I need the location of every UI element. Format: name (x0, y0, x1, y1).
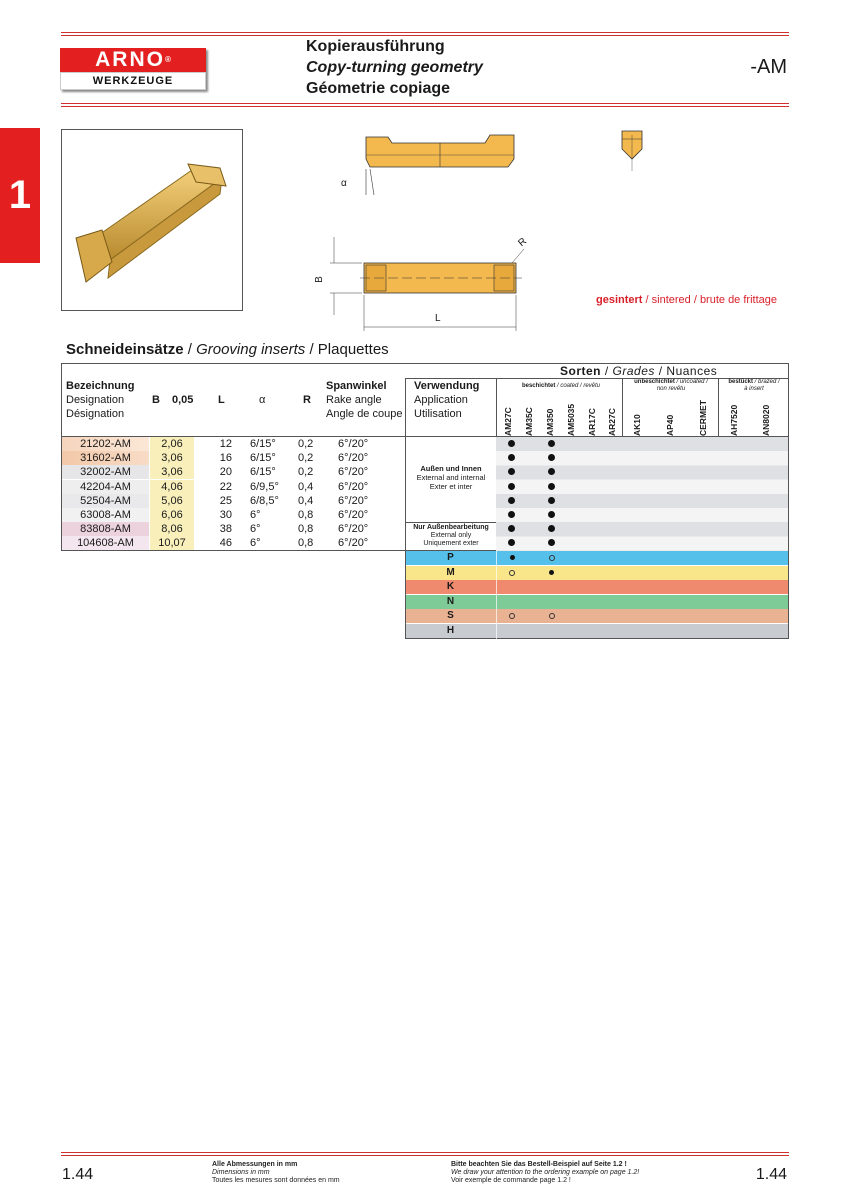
iso-label-s: S (447, 610, 454, 621)
sintered-note (596, 294, 777, 306)
group-uncoated (624, 379, 718, 393)
grade-ap40: AP40 (665, 414, 675, 436)
col-r: R (303, 394, 311, 406)
availability-dot (548, 539, 555, 546)
col-spanwinkel-en: Rake angle (326, 394, 382, 406)
iso-label-m: M (446, 567, 455, 578)
grade-cermet: CERMET (698, 400, 708, 436)
availability-dot (508, 454, 515, 461)
row-code: 52504-AM (62, 494, 149, 508)
iso-label-n: N (446, 596, 455, 607)
group-brazed-rest: / brazed / (753, 379, 780, 385)
grades-shading (496, 437, 788, 551)
iso-row-m (405, 566, 789, 581)
col-l: L (218, 394, 225, 406)
row-b: 10,07 (150, 536, 194, 550)
length-label: L (435, 313, 441, 324)
row-l: 25 (219, 495, 232, 507)
table-row (62, 451, 404, 465)
title-fr: Géometrie copiage (306, 80, 451, 97)
suitability-alt-s2 (549, 613, 555, 619)
chapter-tab (0, 128, 40, 263)
row-l: 20 (219, 466, 232, 478)
table-row (62, 508, 404, 522)
row-l: 30 (219, 509, 232, 521)
group-uncoated-de: unbeschichtet (634, 379, 675, 385)
ordering-note (451, 1161, 639, 1185)
section-title-fr: Plaquettes (317, 341, 389, 358)
availability-dot (508, 468, 515, 475)
row-alpha: 6/15° (250, 466, 276, 478)
availability-dot (548, 454, 555, 461)
col-bezeichnung-en: Designation (66, 394, 125, 406)
page-number-right: 1.44 (755, 1166, 787, 1183)
iso-row-s (405, 609, 789, 624)
app2-fr: Uniquement exter (423, 540, 479, 547)
row-alpha: 6/15° (250, 438, 276, 450)
row-rake: 6°/20° (338, 495, 369, 507)
logo-text: ARNO (95, 48, 165, 71)
row-code: 21202-AM (62, 437, 149, 451)
col-alpha: α (259, 394, 266, 406)
row-rake: 6°/20° (338, 509, 369, 521)
availability-dot (548, 525, 555, 532)
app1-en: External and internal (416, 473, 486, 482)
availability-dot (548, 483, 555, 490)
title-en: Copy-turning geometry (306, 59, 483, 76)
row-code: 104608-AM (62, 536, 149, 550)
grade-an8020: AN8020 (761, 404, 771, 436)
row-r: 0,4 (298, 481, 314, 493)
app2-de: Nur Außenbearbeitung (413, 524, 489, 531)
group-uncoated-rest: / uncoated / (674, 379, 708, 385)
availability-dot (508, 497, 515, 504)
row-l: 38 (219, 523, 232, 535)
group-uncoated-rest2: non revêtu (656, 386, 686, 392)
note-en: We draw your attention to the ordering example on page 1.2! (451, 1169, 640, 1176)
note-de: Bitte beachten Sie das Bestell-Beispiel auf Seite 1.2 ! (451, 1161, 627, 1168)
col-spanwinkel-de: Spanwinkel (326, 380, 387, 392)
row-b: 3,06 (150, 465, 194, 479)
row-alpha: 6° (250, 537, 261, 549)
sintered-de: gesintert (596, 294, 643, 306)
dims-en: Dimensions in mm (212, 1169, 270, 1176)
row-alpha: 6/15° (250, 452, 276, 464)
col-spanwinkel (326, 379, 402, 421)
suitability-alt-s (509, 613, 515, 619)
table-row (62, 437, 404, 451)
row-code: 42204-AM (62, 480, 149, 494)
row-l: 46 (219, 537, 232, 549)
section-title: Schneideinsätze / Grooving inserts / Plaquettes (66, 341, 389, 358)
group-coated-rest: / coated / revêtu (555, 383, 601, 389)
header-rule-top-2 (61, 35, 789, 36)
grade-ah7520: AH7520 (729, 404, 739, 436)
grades-title-fr: Nuances (666, 364, 718, 378)
row-rake: 6°/20° (338, 537, 369, 549)
availability-dot (508, 525, 515, 532)
logo-subtext: WERKZEUGE (60, 72, 206, 90)
geometry-code: -AM (750, 56, 787, 78)
sintered-rest: / sintered / brute de frittage (642, 294, 777, 306)
iso-label-p: P (447, 552, 454, 563)
row-alpha: 6° (250, 509, 261, 521)
row-rake: 6°/20° (338, 481, 369, 493)
row-r: 0,2 (298, 452, 314, 464)
row-rake: 6°/20° (338, 466, 369, 478)
row-b: 6,06 (150, 508, 194, 522)
iso-left-border (405, 551, 406, 639)
app1-fr: Exter et inter (429, 482, 473, 491)
product-photo (61, 129, 243, 311)
dims-de: Alle Abmessungen in mm (212, 1161, 298, 1168)
group-brazed (720, 379, 788, 393)
availability-dot (548, 511, 555, 518)
row-r: 0,2 (298, 466, 314, 478)
app1-de: Außen und Innen (420, 464, 482, 473)
row-r: 0,8 (298, 537, 314, 549)
row-r: 0,8 (298, 523, 314, 535)
header-rule-bottom-2 (61, 106, 789, 107)
row-r: 0,2 (298, 438, 314, 450)
iso-row-n (405, 595, 789, 610)
row-r: 0,8 (298, 509, 314, 521)
row-alpha: 6° (250, 523, 261, 535)
header-rule-bottom (61, 103, 789, 104)
footer-rule (61, 1152, 789, 1153)
group-coated (500, 383, 622, 389)
availability-dot (548, 468, 555, 475)
section-title-en: Grooving inserts (196, 341, 306, 358)
group-brazed-de: bestückt (728, 379, 753, 385)
table-row (62, 522, 404, 536)
col-tolerance: 0,05 (172, 394, 194, 406)
row-alpha: 6/8,5° (250, 495, 279, 507)
grade-ar17c: AR17C (587, 408, 597, 436)
section-title-de: Schneideinsätze (66, 341, 184, 358)
dims-fr: Toutes les mesures sont données en mm (212, 1177, 340, 1184)
technical-drawing (300, 125, 790, 340)
iso-row-p (405, 551, 789, 566)
row-code: 83808-AM (62, 522, 149, 536)
application-external-only (406, 524, 496, 548)
col-spanwinkel-fr: Angle de coupe (326, 408, 403, 420)
col-bezeichnung (66, 379, 134, 421)
note-fr: Voir exemple de commande page 1.2 ! (451, 1177, 571, 1184)
chapter-number: 1 (8, 173, 32, 217)
app-divider (405, 522, 496, 523)
title-de: Kopierausführung (306, 38, 445, 55)
iso-label-h: H (446, 625, 455, 636)
width-label: B (313, 276, 325, 283)
grades-title: Sorten / Grades / Nuances (560, 364, 718, 378)
table-row (62, 536, 404, 550)
row-code: 32002-AM (62, 465, 149, 479)
suitability-alt-m (509, 570, 515, 576)
page-number-left: 1.44 (62, 1166, 94, 1183)
grade-am27c: AM27C (503, 407, 513, 436)
row-r: 0,4 (298, 495, 314, 507)
col-b: B (152, 394, 160, 406)
table-row (62, 480, 404, 494)
grade-am35c: AM35C (524, 407, 534, 436)
arno-logo (60, 48, 206, 90)
grades-title-de: Sorten (560, 364, 602, 378)
availability-dot (508, 539, 515, 546)
row-l: 22 (219, 481, 232, 493)
iso-row-k (405, 580, 789, 595)
row-rake: 6°/20° (338, 523, 369, 535)
row-l: 16 (219, 452, 232, 464)
suitability-main-p (510, 555, 515, 560)
row-b: 2,06 (150, 437, 194, 451)
radius-label: R (516, 235, 529, 250)
availability-dot (508, 483, 515, 490)
row-l: 12 (219, 438, 232, 450)
col-bezeichnung-fr: Désignation (66, 408, 125, 420)
app2-en: External only (430, 532, 472, 539)
grade-am350: AM350 (545, 408, 555, 436)
row-code: 31602-AM (62, 451, 149, 465)
iso-divider (496, 551, 497, 639)
grade-am5035: AM5035 (566, 403, 576, 436)
grades-title-en: Grades (612, 364, 655, 378)
grade-ak10: AK10 (632, 414, 642, 436)
availability-dot (548, 440, 555, 447)
col-verwendung-en: Application (414, 394, 468, 406)
iso-right-border (788, 551, 789, 639)
suitability-alt-p (549, 555, 555, 561)
availability-dot (548, 497, 555, 504)
row-b: 5,06 (150, 494, 194, 508)
table-row (62, 465, 404, 479)
iso-row-h (405, 624, 789, 639)
col-bezeichnung-de: Bezeichnung (66, 380, 135, 392)
iso-label-k: K (446, 581, 455, 592)
row-rake: 6°/20° (338, 452, 369, 464)
suitability-main-m (549, 570, 554, 575)
col-verwendung-fr: Utilisation (414, 408, 462, 420)
row-code: 63008-AM (62, 508, 149, 522)
alpha-label: α (341, 178, 347, 189)
group-coated-de: beschichtet (521, 383, 556, 389)
row-rake: 6°/20° (338, 438, 369, 450)
row-b: 4,06 (150, 480, 194, 494)
logo-registered: ® (164, 55, 171, 64)
row-b: 8,06 (150, 522, 194, 536)
availability-dot (508, 511, 515, 518)
application-internal-external (406, 464, 496, 491)
group-brazed-rest2: à insert (744, 386, 764, 392)
availability-dot (508, 440, 515, 447)
row-alpha: 6/9,5° (250, 481, 279, 493)
grade-ar27c: AR27C (607, 408, 617, 436)
header-rule-top (61, 32, 789, 33)
row-b: 3,06 (150, 451, 194, 465)
col-verwendung (414, 379, 479, 421)
table-row (62, 494, 404, 508)
dimensions-note (212, 1161, 340, 1185)
footer-rule-2 (61, 1155, 789, 1156)
col-verwendung-de: Verwendung (414, 380, 480, 392)
